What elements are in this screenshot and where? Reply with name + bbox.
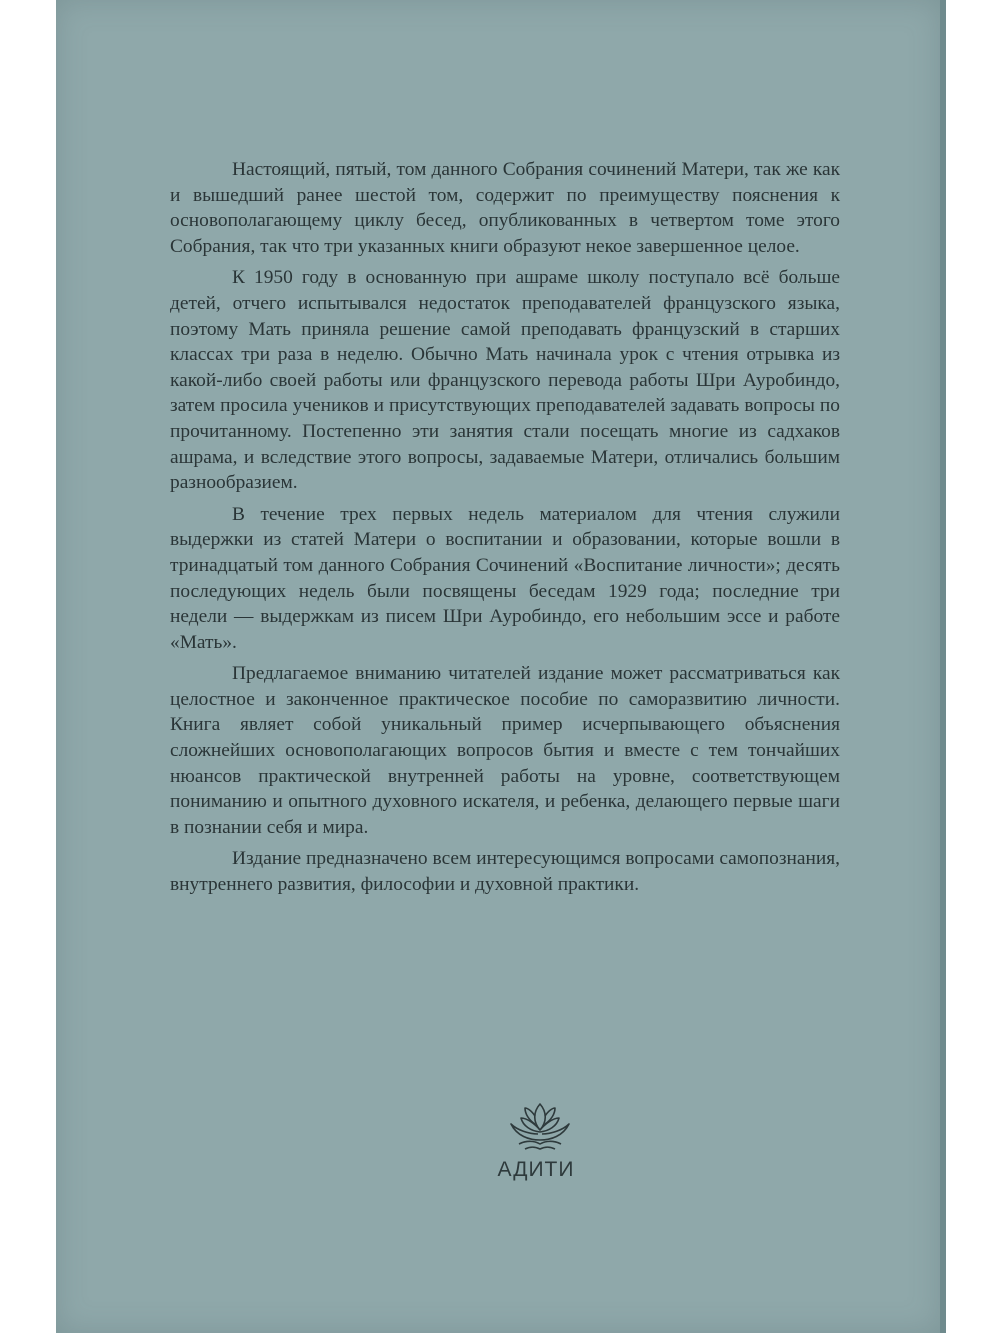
paragraph-4: Предлагаемое вниманию читателей издание может рассматриваться как целостное и законченное практическое пособие по саморазвитию личности. Книга являет собой уникальный пример исчерпывающего объяснения сложнейших основополагающих вопросов бытия и вместе с тем тончайших нюансов практической внутренней работы на уровне, соответствующем пониманию и опытного духовного искателя, и ребенка, делающего первые шаги в познании себя и мира.	[170, 663, 840, 838]
lotus-icon	[505, 1098, 575, 1154]
paragraph-3: В течение трех первых недель материалом для чтения служили выдержки из статей Матери о воспитании и образовании, которые вошли в тринадцатый том данного Собрания Сочинений «Воспитание личности»; десять последующих недель были посвящены беседам 1929 года; последние три недели — выдержкам из писем Шри Ауробиндо, его небольшим эссе и работе «Мать».	[170, 503, 840, 653]
paragraph-1: Настоящий, пятый, том данного Собрания сочинений Матери, так же как и вышедший ранее шестой том, содержит по преимуществу пояснения к основополагающему циклу бесед, опубликованных в четвертом томе этого Собрания, так что три указанных книги образуют некое завершенное целое.	[170, 159, 840, 257]
paragraph-2: К 1950 году в основанную при ашраме школу поступало всё больше детей, отчего испытывался недостаток преподавателей французского языка, поэтому Мать приняла решение самой преподавать французский в старших классах три раза в неделю. Обычно Мать начинала урок с чтения отрывка из какой-либо своей работы или французского перевода работы Шри Ауробиндо, затем просила учеников и присутствующих преподавателей задавать вопросы по прочитанному. Постепенно эти занятия стали посещать многие из садхаков ашрама, и вследствие этого вопросы, задаваемые Матери, отличались большим разнообразием.	[170, 267, 840, 494]
annotation-text	[170, 157, 840, 904]
paragraph-5: Издание предназначено всем интересующимся вопросами самопознания, внутреннего развития, философии и духовной практики.	[170, 848, 840, 896]
publisher-logo	[490, 1098, 590, 1182]
cover-edge	[940, 0, 946, 1333]
publisher-name: АДИТИ	[497, 1158, 575, 1181]
